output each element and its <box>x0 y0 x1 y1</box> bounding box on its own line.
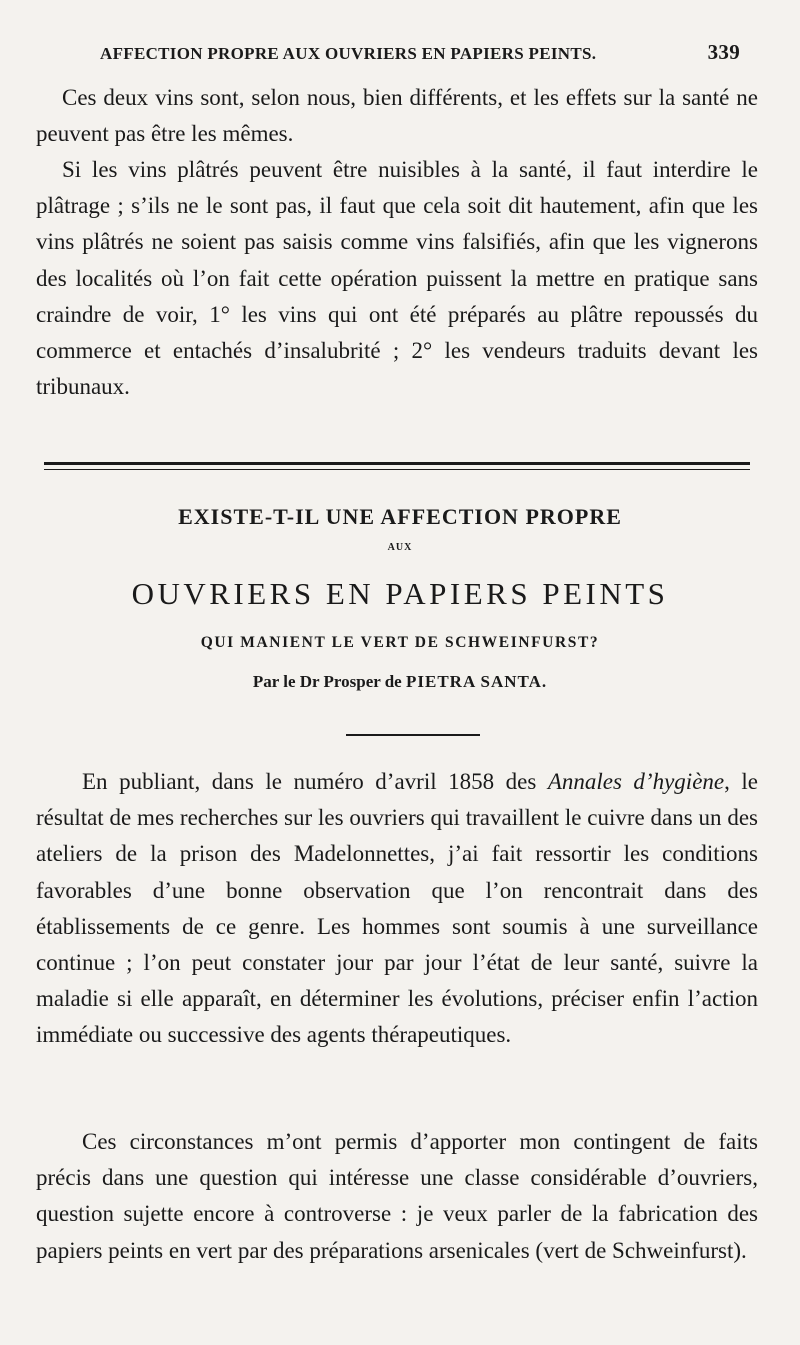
section-divider <box>44 462 750 472</box>
author-name: PIETRA SANTA. <box>405 672 548 691</box>
article-paragraph-2: Ces circonstances m’ont permis d’apporter mon contingent de faits précis dans une question qui intéresse une classe considérable d’ouvriers, question sujette encore à controverse : je veux parler de la fabrication des papiers peints en vert par des préparations arsenicales (vert de Schweinfurst). <box>36 1129 758 1263</box>
title-rule <box>346 734 480 736</box>
journal-title: Annales d’hygiène <box>547 769 725 794</box>
running-title: AFFECTION PROPRE AUX OUVRIERS EN PAPIERS PEINTS. <box>100 44 597 63</box>
article-byline <box>0 672 800 692</box>
article-title-line2: AUX <box>387 542 413 553</box>
page-number: 339 <box>707 40 740 64</box>
paragraph-wine-2: Si les vins plâtrés peuvent être nuisibles à la santé, il faut interdire le plâtrage ; s’ils ne le sont pas, il faut que cela soit dit hautement, afin que les vins plâtrés ne soient pas saisis comme vins falsifiés, afin que les vignerons des localités où l’on fait cette opération puissent la mettre en pratique sans craindre de voir, 1° les vins qui ont été préparés au plâtre repoussés du commerce et entachés d’insalubrité ; 2° les vendeurs traduits devant les tribunaux. <box>36 157 758 400</box>
byline-prefix: Par le Dr Prosper de <box>252 672 406 691</box>
running-header <box>100 40 740 65</box>
article-paragraph-1 <box>36 764 758 1054</box>
article-title-line1: EXISTE-T-IL UNE AFFECTION PROPRE <box>178 504 622 529</box>
p1-lead: En publiant, dans le numéro d’avril 1858 des <box>82 769 548 794</box>
article-subtitle: QUI MANIENT LE VERT DE SCHWEINFURST? <box>200 634 600 651</box>
p1-rest: , le résultat de mes recherches sur les ouvriers qui travaillent le cuivre dans un des ateliers de la prison des Madelonnettes, j’ai fait ressortir les conditions favorables d’une bonne observation que l’on rencontrait dans des établissements de ce genre. Les hommes sont soumis à une surveillance continue ; l’on peut constater jour par jour l’état de leur santé, suivre la maladie si elle apparaît, en déterminer les évolutions, préciser enfin l’action immédiate ou successive des agents thérapeutiques. <box>36 769 758 1048</box>
paragraph-wine-1: Ces deux vins sont, selon nous, bien différents, et les effets sur la santé ne peuvent pas être les mêmes. <box>36 85 758 147</box>
article-title-main: OUVRIERS EN PAPIERS PEINTS <box>131 576 669 611</box>
